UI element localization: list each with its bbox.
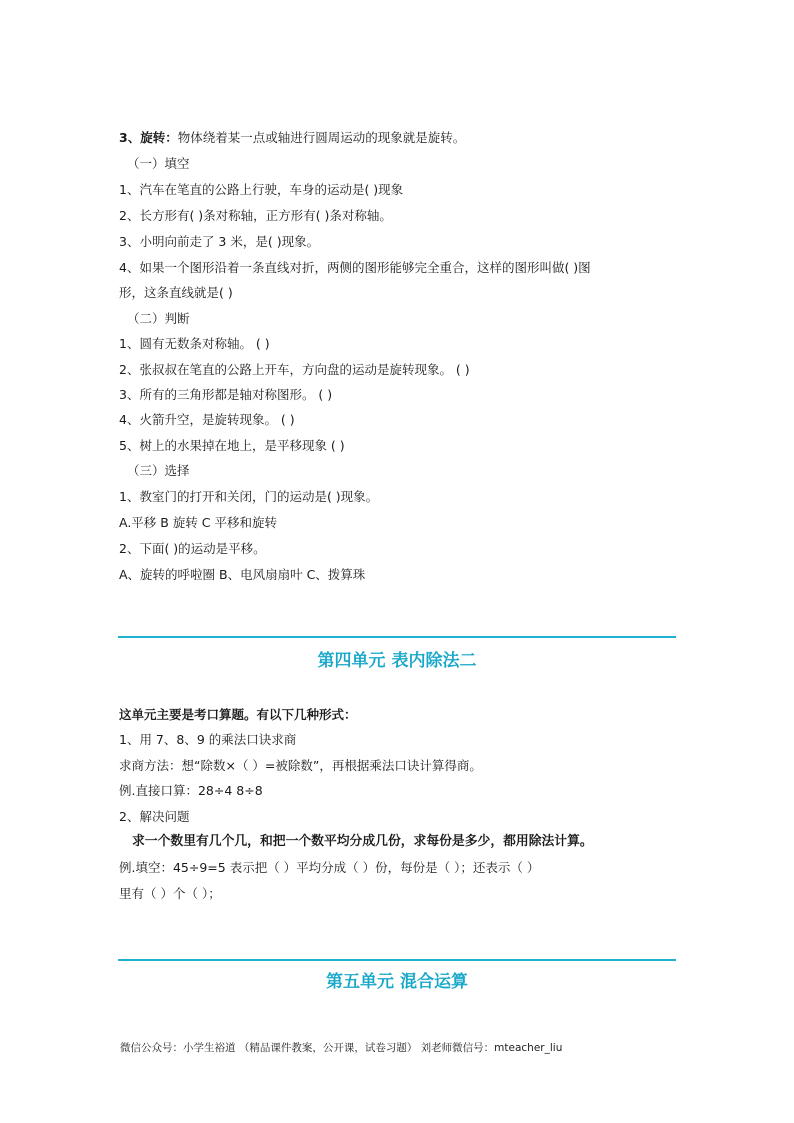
unit5-heading: 第五单元 混合运算: [326, 972, 468, 992]
fill-header: （一）填空: [127, 156, 190, 171]
fill-item-4-cont: 形，这条直线就是( ): [119, 285, 233, 300]
fill-item-2: 2、长方形有( )条对称轴，正方形有( )条对称轴。: [119, 208, 392, 223]
choice-item-1-options: A.平移 B 旋转 C 平移和旋转: [119, 515, 278, 530]
section3-title-text: 物体绕着某一点或轴进行圆周运动的现象就是旋转。: [177, 130, 466, 145]
choice-item-2: 2、下面( )的运动是平移。: [119, 541, 266, 556]
unit4-divider: [118, 636, 676, 638]
unit4-line-3: 例.直接口算：28÷4 8÷8: [119, 783, 263, 798]
fill-item-3: 3、小明向前走了 3 米，是( )现象。: [119, 234, 320, 249]
judge-item-3: 3、所有的三角形都是轴对称图形。 ( ): [119, 387, 333, 402]
judge-item-2: 2、张叔叔在笔直的公路上开车，方向盘的运动是旋转现象。 ( ): [119, 362, 470, 377]
unit4-example-line-2: 里有（ ）个（ ）；: [119, 886, 221, 901]
judge-header: （二）判断: [127, 311, 190, 326]
unit4-example-line-1: 例.填空：45÷9=5 表示把（ ）平均分成（ ）份，每份是（ ）；还表示（ ）: [119, 860, 540, 875]
unit4-line-2: 求商方法：想“除数×（ ）=被除数”，再根据乘法口诀计算得商。: [119, 758, 482, 773]
section3-title: [119, 129, 679, 147]
choice-item-1: 1、教室门的打开和关闭，门的运动是( )现象。: [119, 489, 379, 504]
unit4-intro: 这单元主要是考口算题。有以下几种形式：: [119, 707, 357, 722]
judge-item-4: 4、火箭升空，是旋转现象。 ( ): [119, 412, 295, 427]
fill-item-1: 1、汽车在笔直的公路上行驶，车身的运动是( )现象: [119, 182, 404, 197]
unit4-heading: 第四单元 表内除法二: [317, 651, 477, 671]
fill-item-4: 4、如果一个图形沿着一条直线对折，两侧的图形能够完全重合，这样的图形叫做( )图: [119, 260, 591, 275]
unit4-bold-rule: 求一个数里有几个几，和把一个数平均分成几份，求每份是多少，都用除法计算。: [132, 834, 593, 849]
unit4-line-4: 2、解决问题: [119, 809, 190, 824]
unit5-divider: [118, 959, 676, 961]
footer-contact: 微信公众号：小学生裕道 （精品课件教案，公开课，试卷习题） 刘老师微信号：mteacher_liu: [120, 1042, 563, 1054]
unit4-line-1: 1、用 7、8、9 的乘法口诀求商: [119, 732, 297, 747]
choice-item-2-options: A、旋转的呼啦圈 B、电风扇扇叶 C、拨算珠: [119, 567, 366, 582]
judge-item-1: 1、圆有无数条对称轴。 ( ): [119, 336, 270, 351]
section3-title-label: 3、旋转：: [119, 130, 178, 145]
judge-item-5: 5、树上的水果掉在地上，是平移现象 ( ): [119, 438, 345, 453]
choice-header: （三）选择: [127, 463, 190, 478]
